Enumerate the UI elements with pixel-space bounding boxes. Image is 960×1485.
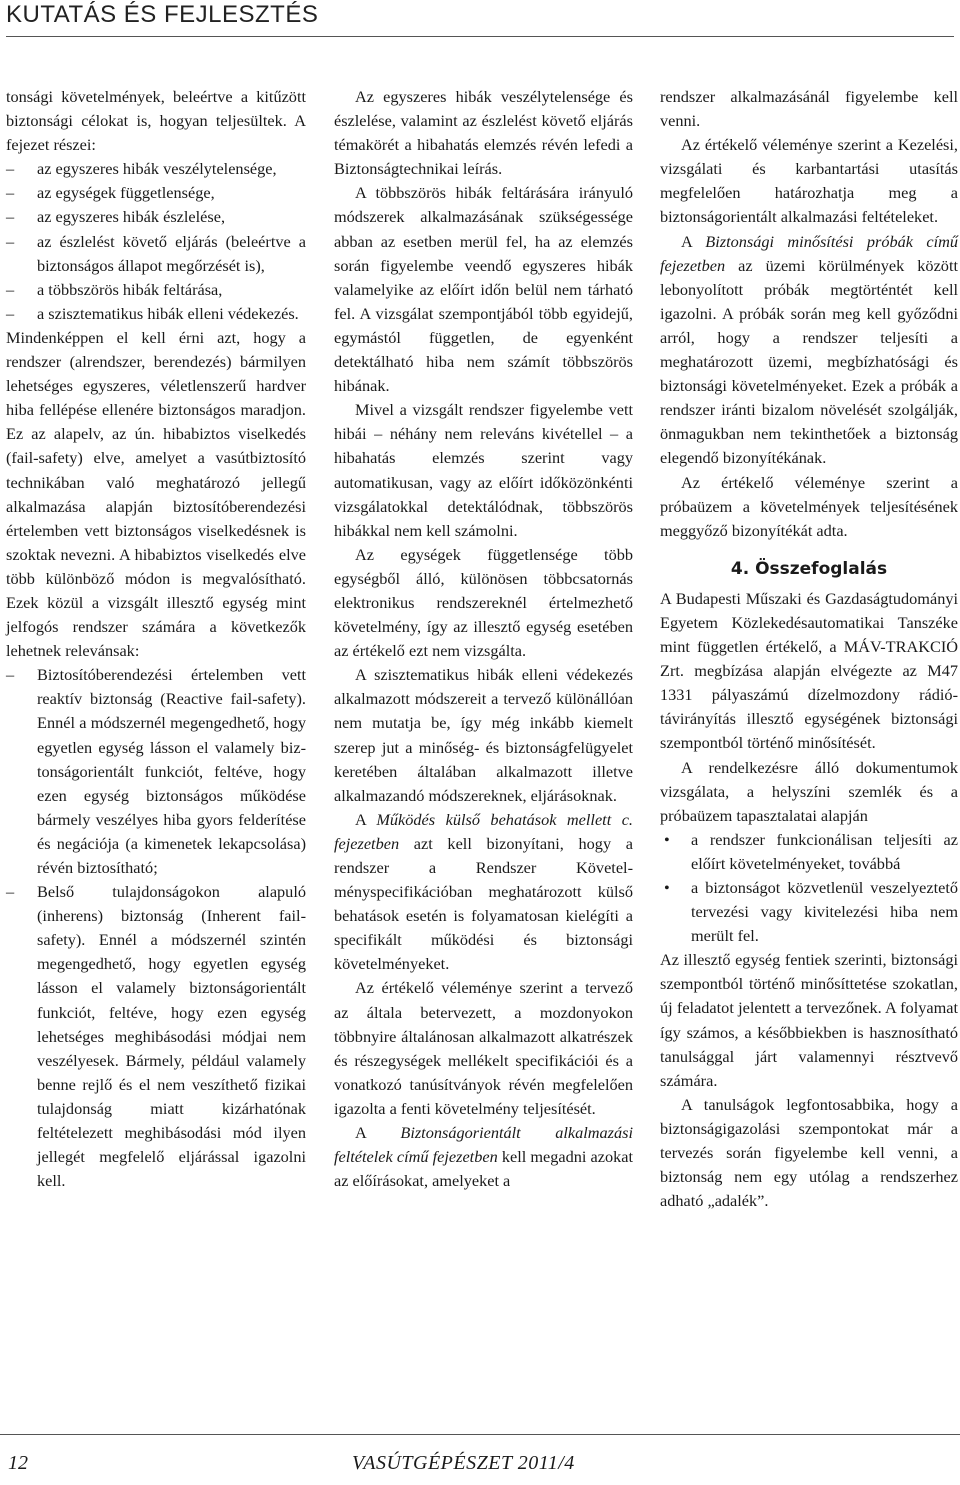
list-components	[6, 157, 306, 326]
italic-chapter-ref: Biztonsági minősítési próbák című fejezetben	[660, 231, 959, 275]
paragraph: A rendelkezésre álló dokumentumok vizsgálata, a helyszíni szemlék és a próbaüzem tapasztalatai alapján	[660, 757, 958, 825]
bullet-list	[660, 828, 958, 948]
list-item: – Biztosítóberendezési értelemben vett reaktív biztonság (Reactive fail-safety). Ennél a módszernél megengedhető, hogy egyetlen egység lásson el valamely biztonságorientált funkciót, feltéve, hogy ezen egység biztonságos működése bármely veszélyes hiba gyors felderítése és negációja (a kimenetek lekapcsolása) révén biztosítható;	[6, 663, 306, 880]
paragraph: Az értékelő véleménye szerint a tervező az általa betervezett, a mozdonyokon többnyire általánosan alkalmazott alkatrészek és részegységek mellékelt specifikációi és a vonatkozó tanúsítványok révén megfelelően igazolta a fenti követelmény teljesítését.	[334, 978, 633, 1118]
paragraph: A Budapesti Műszaki és Gazdaságtudományi Egyetem Közlekedésautomatikai Tanszéke mint független értékelő, a MÁV-TRAKCIÓ Zrt. megbízása alapján elvégezte az M47 1331 pályaszámú dízelmozdony rádió-távirányítás illesztő egységének biztonsági szempontból történő minősítését.	[660, 588, 958, 753]
paragraph: Az értékelő véleménye szerint a próbaüzem a követelmények teljesítésének meggyőző bizonyítékát adta.	[660, 472, 958, 540]
paragraph: A többszörös hibák feltárására irányuló módszerek alkalmazásának szükségessége abban az esetben merül fel, ha az elemzés során figyelembe veendő egyszeres hibák valamelyike az előírt időn belül nem tárható fel. A vizsgálat szempontjából több egyidejű, egymástól független, de egyenként detektálható hiba nem számít többszörös hibának.	[334, 183, 633, 396]
text-run: azt kell bizonyítani, hogy a rendszer a Rendszer Követelményspecifikációban meghatározott külső behatások esetén is folyamatosan kielégíti a specifikált működési és biztonsági követelményeket.	[334, 833, 633, 974]
paragraph: Az illesztő egység fentiek szerinti, biztonsági szempontból történő minősíttetése szokatlan, új feladatot jelentett a tervezőnek. A folyamat így számos, a későbbiekben is hasznosítható tanulsággal járt valamennyi résztvevő számára.	[660, 950, 958, 1090]
paragraph: Az egyszeres hibák veszélytelensége és észlelése, valamint az észlelést követő eljárás témakörét a hibahatás elemzés révén lefedi a Biztonságtechnikai leírás.	[334, 87, 633, 179]
list-item: – a többszörös hibák feltárása,	[6, 278, 306, 302]
footer-rule	[0, 1434, 960, 1435]
paragraph	[660, 230, 958, 471]
list-item: – Belső tulajdonságokon alapuló (inherens) biztonság (Inherent fail-safety). Ennél a módszernél szintén megengedhető, hogy egyetlen egység lásson el valamely biztonságorientált funkciót, feltéve, hogy ezen egység lehetséges meghibásodási módjai nem veszélyesek. Bármely, például valamely benne rejlő és el nem veszíthető fizikai tulajdonság miatt kizárhatónak feltételezett meghibásodási mód ilyen jellegét megfelelő eljárással igazolni kell.	[6, 880, 306, 1193]
paragraph: A tanulságok legfontosabbika, hogy a biztonságigazolási szempontokat már a tervezés során figyelembe kell venni, a biztonság nem egy utólag a rendszerhez adható „adalék”.	[660, 1094, 958, 1211]
section-title: KUTATÁS ÉS FEJLESZTÉS	[6, 1, 319, 28]
paragraph	[334, 1121, 633, 1193]
text-run: A	[355, 809, 377, 829]
journal-title: VASÚTGÉPÉSZET 2011/4	[352, 1452, 575, 1474]
paragraph: Az értékelő véleménye szerint a Kezelési, vizsgálati és karbantartási utasítás megfelelően határozhatja meg a biztonságorientált alkalmazási feltételeket.	[660, 135, 958, 227]
paragraph: Mindenképpen el kell érni azt, hogy a rendszer (alrendszer, berendezés) bármilyen lehetséges egyszeres, véletlenszerű hardver hiba fellépése ellenére biztonságos maradjon. Ez az alapelv, az ún. hibabiztos viselkedés (fail-safety) elve, amelyet a vasútbiztosító technikában való meghatározó jellegű alkalmazása alapján biztosítóberendezési értelemben vett biztonságos viselkedésnek is szoktak nevezni. A hibabiztos viselkedés elve több különböző módon is megvalósítható. Ezek közül a vizsgált illesztő egység mint jelfogós rendszer számára a következők lehetnek relevánsak:	[6, 327, 306, 661]
paragraph	[334, 808, 633, 977]
italic-chapter-ref: Biztonságorientált alkalmazási feltételek című fejezetben	[334, 1123, 633, 1167]
column-2	[334, 85, 633, 1193]
paragraph: Az egységek függetlensége több egységből álló, különösen többcsatornás elektronikus rendszereknél értelmezhető követelmény, így az illesztő egység esetében az értékelő ezt nem vizsgálta.	[334, 544, 633, 661]
list-item: – az egyszeres hibák észlelése,	[6, 205, 306, 229]
list-item: – az egyszeres hibák veszélytelensége,	[6, 157, 306, 181]
running-header	[6, 0, 960, 38]
list-fail-safety	[6, 663, 306, 1193]
section-heading: 4. Összefoglalás	[730, 558, 888, 579]
paragraph: Mivel a vizsgált rendszer figyelembe vett hibái – néhány nem releváns kivétellel – a hibahatás elemzés szerint vagy automatikusan, vagy az előírt időközönkénti vizsgálatokkal detektálódnak, többszörös hibákkal nem kell számolni.	[334, 400, 633, 540]
text-run: A	[681, 231, 706, 251]
paragraph: rendszer alkalmazásánál figyelembe kell venni.	[660, 87, 958, 131]
list-item: – az egységek függetlensége,	[6, 181, 306, 205]
paragraph: A szisztematikus hibák elleni védekezés alkalmazott módszereit a tervező különállóan nem mutatja be, így még inkább kiemelt szerep jut a minőség- és biztonságfelügyelet keretében általában alkalmazott illetve alkalmazandó módszereknek, eljárásoknak.	[334, 665, 633, 805]
column-3	[660, 85, 958, 1213]
paragraph: tonsági követelmények, beleértve a kitűzött biztonsági célokat is, hogyan teljesültek. A fejezet részei:	[6, 87, 306, 155]
text-run: A	[355, 1123, 401, 1143]
list-item: – az észlelést követő eljárás (beleértve a biztonságos állapot megőrzését is),	[6, 230, 306, 278]
text-run: az üzemi körülmények között lebonyolított próbák megtörténtét kell igazolni. A próbák során meg kell győződni arról, hogy a rendszer teljesíti a meghatározott üzemi, megbízhatósági és biztonsági követelményeket. Ezek a próbák a rendszer iránti bizalom növelését szolgálják, önmagukban nem tekinthetőek a biztonság elegendő bizonyítékának.	[660, 255, 958, 468]
page-number: 12	[8, 1452, 28, 1474]
list-item: • a biztonságot közvetlenül veszelyeztető tervezési vagy kivitelezési hiba nem merült fel.	[660, 876, 958, 948]
list-item: • a rendszer funkcionálisan teljesíti az előírt követelményeket, továbbá	[660, 828, 958, 876]
header-rule	[6, 36, 954, 37]
italic-chapter-ref: Működés külső behatások mellett c. fejezetben	[334, 809, 633, 853]
list-item: – a szisztematikus hibák elleni védekezés.	[6, 302, 306, 326]
column-1	[6, 85, 306, 1193]
text-run: kell megadni azokat az előírásokat, amelyeket a	[334, 1147, 634, 1191]
page-footer	[0, 1434, 960, 1485]
